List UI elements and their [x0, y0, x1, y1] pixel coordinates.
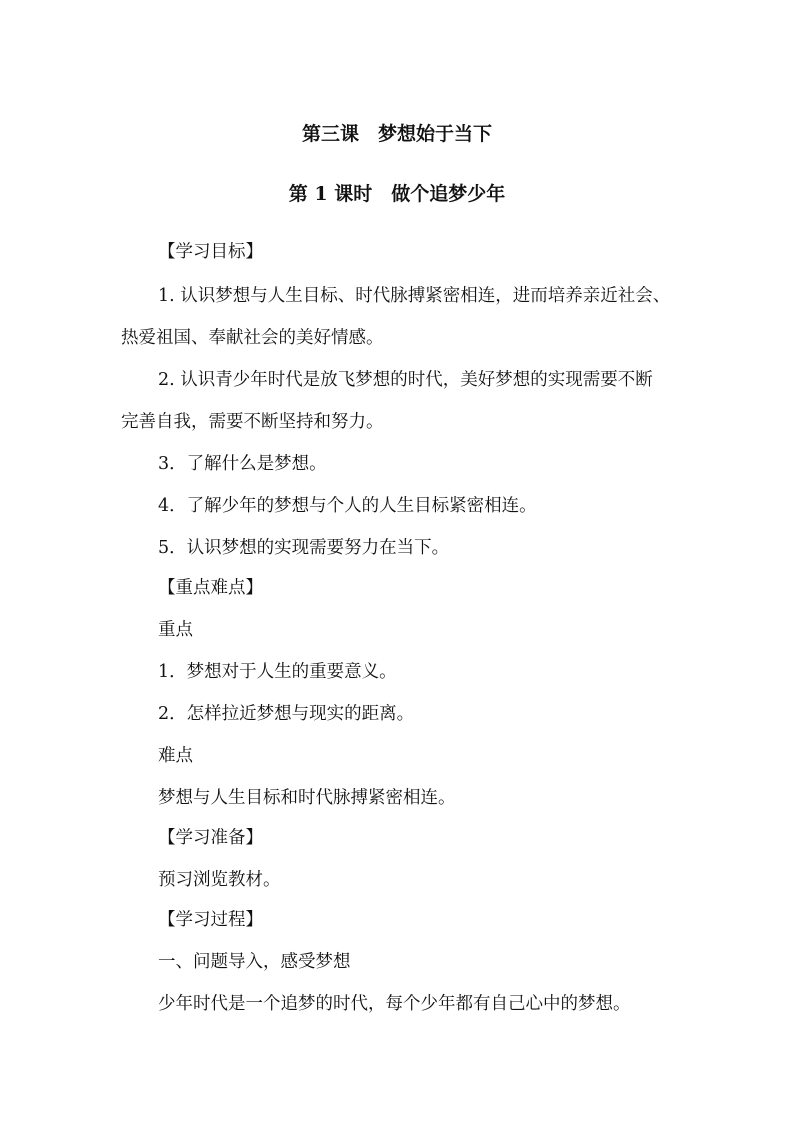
document-subtitle: 第 1 课时 做个追梦少年 — [288, 183, 506, 205]
objective-1-line-1: 1. 认识梦想与人生目标、时代脉搏紧密相连，进而培养亲近社会、 — [158, 286, 671, 306]
process-text-1: 少年时代是一个追梦的时代，每个少年都有自己心中的梦想。 — [158, 994, 631, 1014]
document-title: 第三课 梦想始于当下 — [301, 123, 492, 145]
objective-1-line-2: 热爱祖国、奉献社会的美好情感。 — [121, 328, 384, 348]
difficult-label: 难点 — [158, 746, 193, 766]
objective-2-line-2: 完善自我，需要不断坚持和努力。 — [121, 412, 384, 432]
objectives-heading: 【学习目标】 — [158, 242, 263, 262]
preparation-heading: 【学习准备】 — [158, 828, 263, 848]
key-item-2: 2．怎样拉近梦想与现实的距离。 — [158, 704, 415, 724]
objective-5: 5．认识梦想的实现需要努力在当下。 — [158, 538, 450, 558]
key-points-heading: 【重点难点】 — [158, 578, 263, 598]
preparation-item-1: 预习浏览教材。 — [158, 870, 281, 890]
objective-3: 3．了解什么是梦想。 — [158, 454, 327, 474]
difficult-item-1: 梦想与人生目标和时代脉搏紧密相连。 — [158, 788, 456, 808]
key-label: 重点 — [158, 620, 193, 640]
key-item-1: 1．梦想对于人生的重要意义。 — [158, 662, 397, 682]
process-step-1: 一、问题导入，感受梦想 — [158, 952, 351, 972]
process-heading: 【学习过程】 — [158, 910, 263, 930]
objective-2-line-1: 2. 认识青少年时代是放飞梦想的时代，美好梦想的实现需要不断 — [158, 370, 653, 390]
objective-4: 4．了解少年的梦想与个人的人生目标紧密相连。 — [158, 496, 537, 516]
